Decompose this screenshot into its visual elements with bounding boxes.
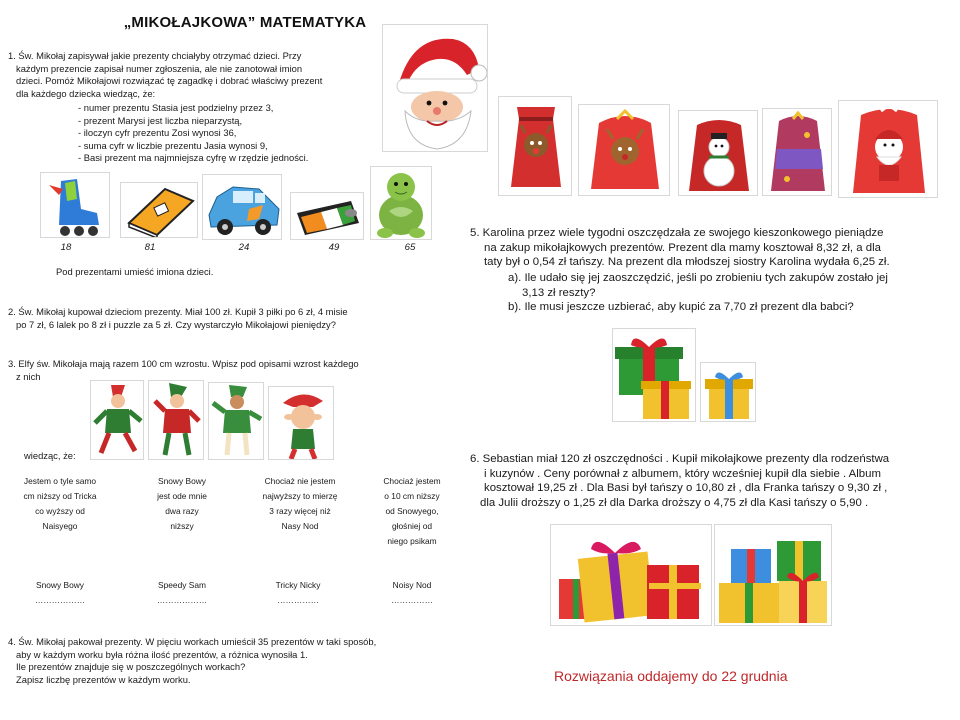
task4-line: 4. Św. Mikołaj pakował prezenty. W pięciu workach umieścił 35 prezentów w taki sposób, (8, 636, 377, 647)
gift-pile-image (714, 524, 832, 626)
task1-line: dzieci. Pomóż Mikołajowi rozwiązać tę zagadkę i dobrać właściwy prezent (16, 75, 323, 87)
elf-answer (372, 578, 452, 608)
gift-number: 81 (144, 242, 156, 253)
clue-line: najwyższy to mierzę (262, 491, 338, 501)
task5-sub: 3,13 zł reszty? (522, 286, 596, 299)
task6-line: 6. Sebastian miał 120 zł oszczędności . Kupił mikołajkowe prezenty dla rodzeństwa (470, 453, 890, 465)
clue-line: Jestem o tyle samo (23, 476, 97, 486)
gift-bag-image (578, 104, 670, 196)
elf-name: Speedy Sam (158, 580, 206, 590)
gift-pile-image (550, 524, 712, 626)
task5-line: 5. Karolina przez wiele tygodni oszczędzała ze swojego kieszonkowego pieniądze (470, 227, 884, 239)
clue-line: 3 razy więcej niż (269, 506, 331, 516)
task1-line: 1. Św. Mikołaj zapisywał jakie prezenty chciałyby otrzymać dzieci. Przy (8, 50, 302, 61)
answer-blank[interactable]: ……………… (156, 595, 208, 605)
elf-name: Tricky Nicky (275, 580, 321, 590)
clue-line: Chociaż jestem (383, 476, 441, 486)
task1-line: dla każdego dziecka wiedząc, że: (16, 87, 156, 99)
task2-line: po 7 zł, 6 lalek po 8 zł i puzzle za 5 zł. Czy wystarczyło Mikołajowi pieniędzy? (16, 318, 336, 330)
elf-clue (10, 474, 110, 534)
clue-line: Chociaż nie jestem (264, 476, 336, 486)
task6-line: dla Julii droższy o 1,25 zł dla Darka droższy o 4,75 zł dla Kasi tańszy o 5,90 . (480, 496, 869, 509)
task5-sub: b). Ile musi jeszcze uzbierać, aby kupić za 7,70 zł prezent dla babci? (508, 301, 854, 314)
elf-image (268, 386, 334, 460)
task1-hints (78, 102, 308, 165)
gift-number: 24 (238, 242, 250, 253)
elf-clue (362, 474, 462, 549)
clue-line: co wyższy od (35, 506, 85, 516)
santa-head-image (382, 24, 488, 152)
answer-blank[interactable]: ……………… (34, 595, 86, 605)
hint-line: - iloczyn cyfr prezentu Zosi wynosi 36, (78, 127, 237, 139)
deadline-note: Rozwiązania oddajemy do 22 grudnia (554, 668, 788, 684)
task1-line: każdym prezencie zapisał numer zgłoszenia, ale nie zanotował imion (16, 62, 303, 74)
elf-name: Noisy Nod (392, 580, 432, 590)
turtle-plush-toy-image (370, 166, 432, 240)
gift-box-image (700, 362, 756, 422)
task5-questions (508, 271, 888, 315)
hint-line: - suma cyfr w liczbie prezentu Jasia wynosi 9, (78, 139, 268, 151)
gift-boxes-image (612, 328, 696, 422)
task4-text (8, 636, 376, 686)
task6-text (470, 452, 889, 510)
task5-text (470, 226, 890, 270)
hint-line: - Basi prezent ma najmniejsza cyfrę w rzędzie jedności. (78, 152, 309, 164)
task1-text (8, 50, 322, 100)
page-title: „MIKOŁAJKOWA” MATEMATYKA (123, 14, 367, 31)
hint-line: - numer prezentu Stasia jest podzielny przez 3, (78, 102, 274, 113)
answer-blank[interactable]: …………… (391, 595, 433, 605)
task3-line: 3. Elfy św. Mikołaja mają razem 100 cm wzrostu. Wpisz pod opisami wzrost każdego (8, 358, 359, 369)
task4-line: Zapisz liczbę prezentów w każdym worku. (16, 673, 191, 685)
elf-name: Snowy Bowy (36, 580, 84, 590)
clue-line: Nasy Nod (281, 521, 319, 531)
gift-bag-image (678, 110, 758, 196)
clue-line: Naisyego (42, 521, 78, 531)
task4-line: Ile prezentów znajduje się w poszczególnych workach? (16, 661, 246, 673)
elf-image (208, 382, 264, 460)
task3-line: z nich (16, 370, 41, 382)
book-toy-image (120, 182, 198, 238)
gift-number: 49 (328, 242, 340, 253)
elf-image (148, 380, 204, 460)
task6-line: kosztował 19,25 zł . Dla Basi był tańszy o 10,80 zł , dla Franka tańszy o 9,30 zł , (484, 482, 888, 495)
task5-sub: a). Ile udało się jej zaoszczędzić, jeśli po zrobieniu tych zakupów zostało jej (508, 272, 888, 284)
gift-bag-image (498, 96, 572, 196)
task5-line: na zakup mikołajkowych prezentów. Prezent dla mamy kosztował 8,32 zł, a dla (484, 241, 881, 254)
gift-number: 65 (404, 242, 416, 253)
gift-bag-image (762, 108, 832, 196)
pencil-case-toy-image (290, 192, 364, 240)
elf-image (90, 380, 144, 460)
elf-answer (20, 578, 100, 608)
task6-line: i kuzynów . Ceny porównał z albumem, który wcześniej kupił dla siebie . Album (484, 467, 881, 480)
gift-number: 18 (60, 242, 72, 253)
clue-line: od Snowyego, (385, 506, 439, 516)
task5-line: taty był o 0,54 zł tańszy. Na prezent dla młodszej siostry Karolina wydała 6,25 zł. (484, 256, 890, 269)
toy-car-image (202, 174, 282, 240)
elf-clue (248, 474, 352, 534)
santa-gift-bag-image (838, 100, 938, 198)
clue-line: głośniej od (391, 521, 433, 531)
elf-answer (142, 578, 222, 608)
clue-line: o 10 cm niższy (384, 491, 440, 501)
elf-answer (258, 578, 338, 608)
clue-line: niego psikam (387, 536, 437, 546)
task3-knowing: wiedząc, że: (24, 450, 76, 461)
answer-blank[interactable]: …………… (277, 595, 319, 605)
clue-line: dwa razy (165, 506, 199, 516)
clue-line: Snowy Bowy (158, 476, 206, 486)
clue-line: jest ode mnie (157, 491, 207, 501)
rollerskate-toy-image (40, 172, 110, 238)
clue-line: niższy (170, 521, 194, 531)
task4-line: aby w każdym worku była różna ilość prezentów, a różnica wynosiła 1. (16, 648, 308, 660)
task2-line: 2. Św. Mikołaj kupował dzieciom prezenty. Miał 100 zł. Kupił 3 piłki po 6 zł, 4 misie (8, 306, 348, 317)
hint-line: - prezent Marysi jest liczba nieparzystą, (78, 114, 243, 126)
elf-clue (132, 474, 232, 534)
clue-line: cm niższy od Tricka (23, 491, 97, 501)
task2-text (8, 306, 348, 331)
task1-instruction: Pod prezentami umieść imiona dzieci. (56, 266, 214, 277)
